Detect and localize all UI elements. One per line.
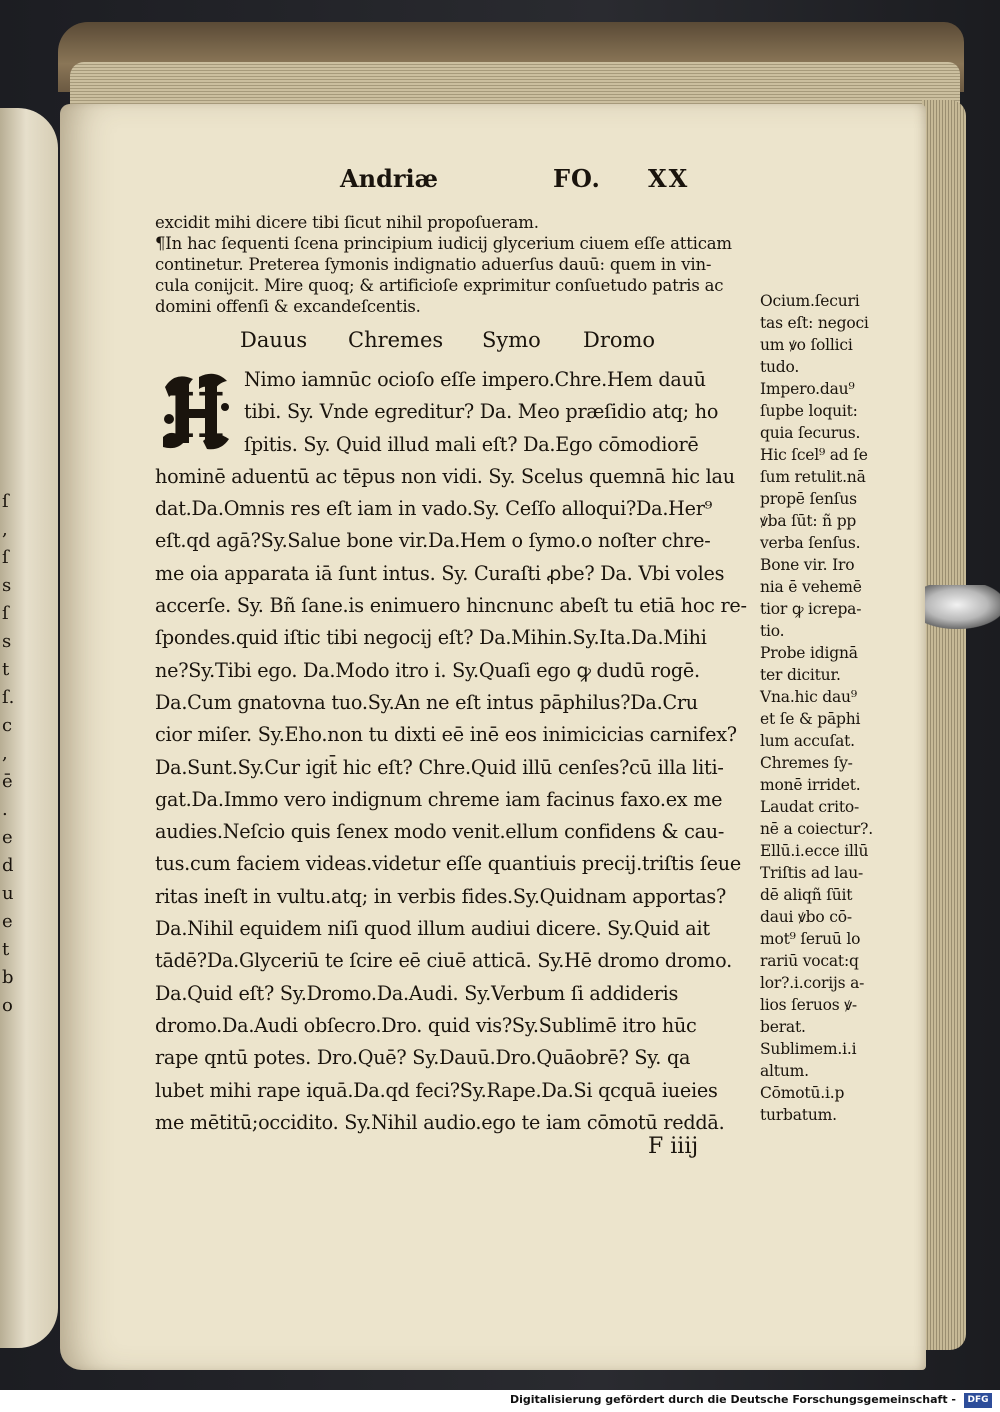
text-line: lubet mihi rape iquā.Da.qd feci?Sy.Rape.Da.Si qcquā iueies	[155, 1078, 718, 1102]
page-edges-right	[922, 100, 966, 1350]
margin-note-line: ter dicitur.	[760, 666, 841, 684]
margin-note-line: nē a coiectur?.	[760, 820, 873, 838]
margin-note-line: quia ſecurus.	[760, 424, 861, 442]
left-page-mark: ,	[2, 743, 8, 764]
margin-note-line: tior ꝙ icrepa-	[760, 600, 862, 618]
margin-note-line: lor?.i.corijs a-	[760, 974, 865, 992]
folio-number: XX	[648, 164, 690, 193]
text-line: ritas ineſt in vultu.atq; in verbis fides.Sy.Quidnam apportas?	[155, 884, 727, 908]
text-line: Da.Quid eſt? Sy.Dromo.Da.Audi. Sy.Verbum ſi addideris	[155, 981, 679, 1005]
margin-note-line: Ocium.ſecuri	[760, 292, 860, 310]
left-page-mark: t	[2, 939, 10, 960]
speaker-chremes: Chremes	[348, 328, 444, 352]
intro-line: excidit mihi dicere tibi ſicut nihil propoſueram.	[155, 213, 539, 232]
initial-letter: H	[166, 379, 226, 452]
text-line: eſt.qd agā?Sy.Salue bone vir.Da.Hem o ſymo.o noſter chre-	[155, 529, 711, 553]
margin-note-line: tas eſt: negoci	[760, 314, 869, 332]
header-title: Andriæ	[340, 164, 439, 193]
margin-note-line: monē irridet.	[760, 776, 861, 794]
left-page-mark: b	[2, 967, 14, 988]
margin-notes	[760, 290, 920, 1126]
margin-note-line: Vna.hic dau⁹	[760, 688, 857, 706]
scene-introduction	[155, 212, 755, 317]
speaker-symo: Symo	[482, 328, 541, 352]
intro-line: cula conijcit. Mire quoq; & artificioſe exprimitur conſuetudo patris ac	[155, 276, 724, 295]
left-page-mark: ſ	[2, 603, 9, 624]
signature-mark: F iiij	[648, 1134, 699, 1159]
left-page-marks	[2, 488, 16, 1288]
margin-note-line: rariū vocat:q	[760, 952, 859, 970]
margin-note-line: Cōmotū.i.p	[760, 1084, 845, 1102]
intro-line: ¶In hac ſequenti ſcena principium iudicij glycerium ciuem eſſe atticam	[155, 234, 732, 253]
footer-bar	[0, 1390, 1000, 1412]
margin-note-line: lum accuſat.	[760, 732, 855, 750]
margin-note-line: altum.	[760, 1062, 809, 1080]
margin-note-line: Triſtis ad lau-	[760, 864, 864, 882]
left-page-mark: t	[2, 659, 10, 680]
text-line: me mētitū;occidito. Sy.Nihil audio.ego te iam cōmotū reddā.	[155, 1110, 725, 1134]
text-line: dat.Da.Omnis res eſt iam in vado.Sy. Ceſſo alloqui?Da.Her⁹	[155, 497, 713, 521]
left-page-mark: e	[2, 827, 13, 848]
text-line: Da.Sunt.Sy.Cur igit̄ hic eſt? Chre.Quid illū cenſes?cū illa liti-	[155, 755, 724, 779]
margin-note-line: lios ſeruos ꝟ-	[760, 996, 857, 1014]
text-line: hominē aduentū ac tēpus non vidi. Sy. Scelus quemnā hic lau	[155, 464, 735, 488]
speaker-list	[240, 328, 680, 358]
left-page-mark: ſ.	[2, 687, 15, 708]
text-line: dromo.Da.Audi obſecro.Dro. quid vis?Sy.Sublimē itro hūc	[155, 1013, 697, 1037]
margin-note-line: tio.	[760, 622, 785, 640]
margin-note-line: Impero.dau⁹	[760, 380, 855, 398]
speaker-dromo: Dromo	[583, 328, 656, 352]
margin-note-line: Laudat crito-	[760, 798, 860, 816]
text-line: gat.Da.Immo vero indignum chreme iam facinus faxo.ex me	[155, 787, 723, 811]
margin-note-line: mot⁹ ſeruū lo	[760, 930, 861, 948]
text-line: Nimo iamnūc ocioſo eſſe impero.Chre.Hem dauū	[244, 368, 706, 391]
text-line: ſpondes.quid iſtic tibi negocij eſt? Da.Mihin.Sy.Ita.Da.Mihi	[155, 626, 707, 650]
speaker-dauus: Dauus	[240, 328, 308, 352]
margin-note-line: ſupbe loquit:	[760, 402, 858, 420]
intro-line: domini offenſi & excandeſcentis.	[155, 297, 421, 316]
margin-note-line: turbatum.	[760, 1106, 837, 1124]
margin-note-line: Probe idignā	[760, 644, 858, 662]
left-page-mark: o	[2, 995, 13, 1016]
margin-note-line: ꝟba ſūt: ñ pp	[760, 512, 857, 530]
metal-clip	[925, 585, 1000, 629]
left-page	[0, 108, 58, 1348]
text-line: cior miſer. Sy.Eho.non tu dixti eē inē eos inimicicias carnifex?	[155, 723, 737, 747]
margin-note-line: propē ſenſus	[760, 490, 857, 508]
dfg-logo: DFG	[964, 1393, 992, 1408]
text-line: tus.cum faciem videas.videtur eſſe quantiuis precij.triſtis ſeue	[155, 852, 741, 876]
left-page-mark: e	[2, 911, 13, 932]
left-page-mark: .	[2, 799, 8, 820]
margin-note-line: um ꝟo ſollici	[760, 336, 853, 354]
margin-note-line: verba ſenſus.	[760, 534, 861, 552]
footer-credit: Digitalisierung gefördert durch die Deutsche Forschungsgemeinschaft -	[509, 1393, 956, 1406]
text-line: me oia apparata iā ſunt intus. Sy. Curaſti ꝓbe? Da. Vbi voles	[155, 561, 725, 585]
left-page-mark: d	[2, 855, 14, 876]
margin-note-line: dē aliqñ ſūit	[760, 886, 853, 904]
left-page-mark: ē	[2, 771, 13, 792]
left-page-mark: s	[2, 575, 12, 596]
left-page-mark: u	[2, 883, 14, 904]
margin-note-line: Chremes ſy-	[760, 754, 853, 772]
text-line: Da.Cum gnatovna tuo.Sy.An ne eſt intus pāphilus?Da.Cru	[155, 690, 698, 714]
text-line: ſpitis. Sy. Quid illud mali eſt? Da.Ego cōmodiorē	[244, 432, 699, 456]
text-line: ne?Sy.Tibi ego. Da.Modo itro i. Sy.Quaſi ego ꝙ dudū rogē.	[155, 658, 700, 682]
margin-note-line: nia ē vehemē	[760, 578, 862, 596]
left-page-mark: ,	[2, 519, 8, 540]
page-edges-top	[70, 62, 960, 110]
left-page-mark: ſ	[2, 547, 9, 568]
left-page-mark: c	[2, 715, 13, 736]
margin-note-line: ſum retulit.nā	[760, 468, 866, 486]
text-line: tādē?Da.Glyceriū te ſcire eē ciuē atticā. Sy.Hē dromo dromo.	[155, 949, 732, 973]
intro-line: continetur. Preterea ſymonis indignatio aduerſus dauū: quem in vin-	[155, 255, 712, 274]
text-line: audies.Neſcio quis ſenex modo venit.ellum confidens & cau-	[155, 820, 725, 844]
margin-note-line: Hic ſcel⁹ ad ſe	[760, 446, 868, 464]
folio-label: FO.	[553, 164, 601, 193]
margin-note-line: Ellū.i.ecce illū	[760, 842, 869, 860]
margin-note-line: tudo.	[760, 358, 800, 376]
text-line: Da.Nihil equidem niſi quod illum audiui dicere. Sy.Quid ait	[155, 917, 710, 941]
text-line: tibi. Sy. Vnde egreditur? Da. Meo præſidio atq; ho	[244, 400, 719, 424]
left-page-mark: ſ	[2, 491, 9, 512]
margin-note-line: Sublimem.i.i	[760, 1040, 857, 1058]
margin-note-line: et ſe & pāphi	[760, 710, 861, 728]
running-header	[0, 160, 1000, 200]
text-line: rape qntū potes. Dro.Quē? Sy.Dauū.Dro.Quāobrē? Sy. qa	[155, 1046, 691, 1070]
dialogue-text	[155, 364, 755, 1139]
margin-note-line: Bone vir. Iro	[760, 556, 855, 574]
text-line: accerſe. Sy. Bñ ſane.is enimuero hincnunc abeſt tu etiā hoc re-	[155, 594, 747, 618]
left-page-mark: s	[2, 631, 12, 652]
margin-note-line: daui ꝟbo cō-	[760, 908, 852, 926]
margin-note-line: berat.	[760, 1018, 806, 1036]
